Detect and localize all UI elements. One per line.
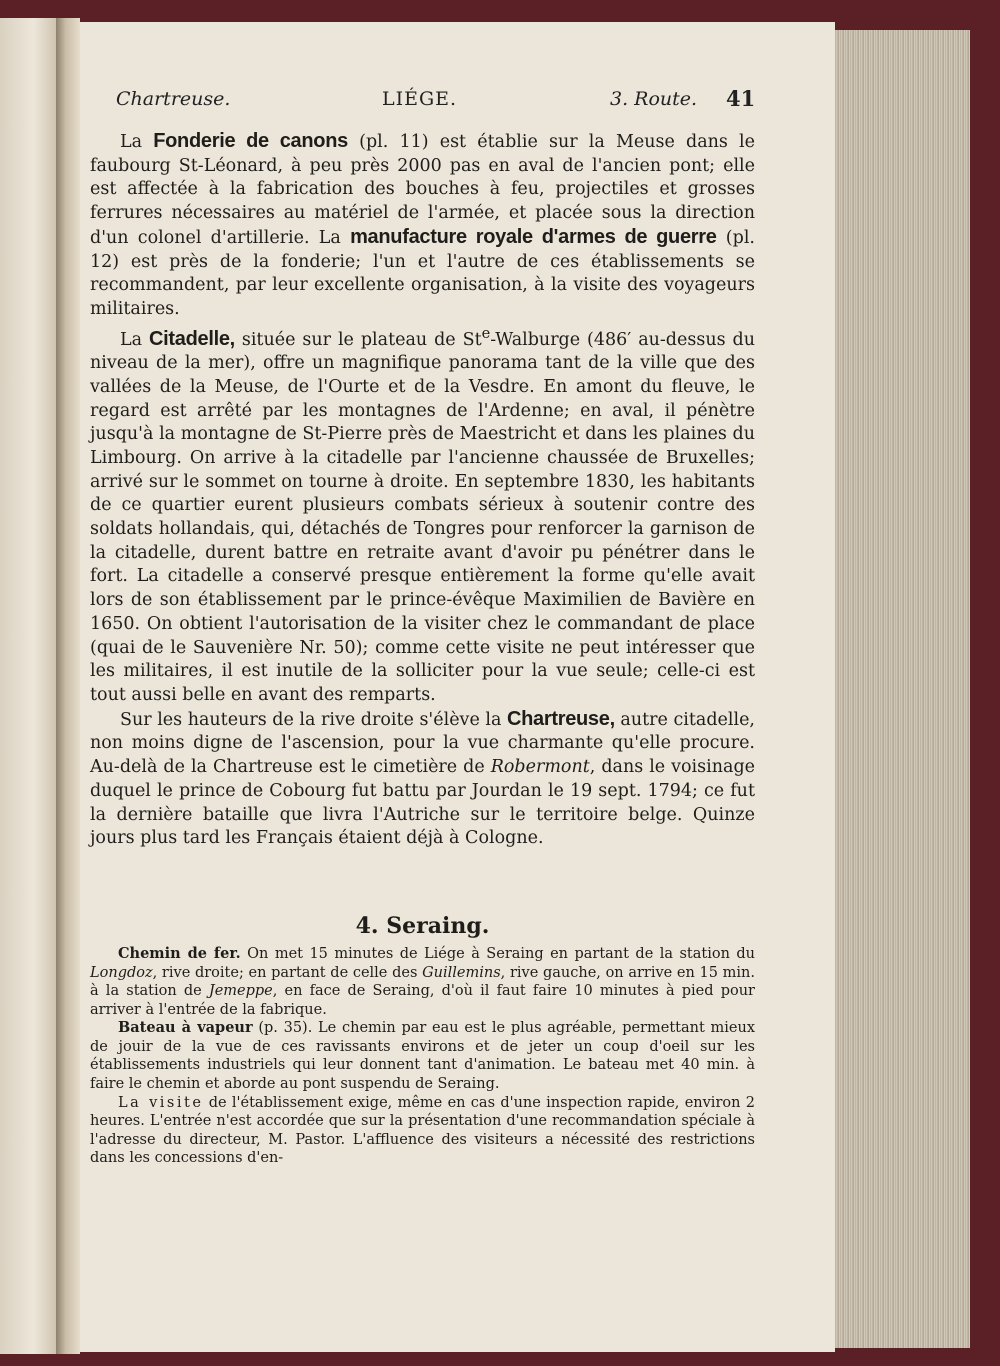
bold-term-citadelle: Citadelle, xyxy=(149,327,235,350)
text-run: (pl. 12) est près de la fonderie; l'un et l'autre de ces établissements se recommandent, par leur excellente organisation, à la visite des voyageurs militaires. xyxy=(90,227,755,319)
running-header xyxy=(90,88,755,116)
small-print-text xyxy=(90,945,755,1168)
bold-term-manufacture: manufacture royale d'armes de guerre xyxy=(350,225,717,248)
italic-term: Guillemins xyxy=(422,964,501,981)
book-gutter xyxy=(56,18,80,1354)
text-run: La xyxy=(120,329,149,350)
italic-term: Jemeppe xyxy=(208,983,273,1000)
section-heading: 4. Seraing. xyxy=(355,912,490,939)
left-page-edge xyxy=(0,18,56,1354)
text-run: La xyxy=(120,132,154,152)
text-run: , dans le voisinage duquel le prince de Cobourg fut battu par Jourdan le 19 sept. 1794; ce fut la dernière bataille que livra l'Autriche sur le territoire belge. Quinze jours plus tard les Français étaient déjà à Cologne. xyxy=(90,757,755,849)
bold-term-fonderie: Fonderie de canons xyxy=(153,130,348,152)
bold-term-chartreuse: Chartreuse, xyxy=(506,707,615,730)
header-left: Chartreuse. xyxy=(116,88,231,110)
bold-term: Bateau à vapeur xyxy=(118,1019,253,1037)
header-center: LIÉGE. xyxy=(382,88,458,110)
paragraph-chartreuse xyxy=(90,708,755,851)
paragraph-citadelle xyxy=(90,322,755,708)
text-run: de l'établissement exige, même en cas d'une inspection rapide, environ 2 heures. L'entrée n'est accordée que sur la présentation d'une recommandation spéciale à l'adresse du directeur, M. Pastor. L'affluence des visiteurs a nécessité des restrictions dans les concessions d'en- xyxy=(90,1094,755,1167)
text-run: (pl. 11) est établie sur la Meuse dans le faubourg St-Léonard, à peu près 2000 pas en aval de l'ancien pont; elle est affectée à la fabrication des bouches à feu, projectiles et grosses ferrures nécessaires au matériel de l'armée, et placée sous la direction d'un colonel d'artillerie. La xyxy=(90,132,755,248)
paragraph-chemin-de-fer xyxy=(90,945,755,1019)
text-run: Sur les hauteurs de la rive droite s'élève la xyxy=(120,709,507,730)
superscript: e xyxy=(481,324,491,342)
text-run: , rive gauche, on arrive en 15 min. à la station de xyxy=(90,964,755,1000)
text-run: On met 15 minutes de Liége à Seraing en partant de la station du xyxy=(240,945,756,962)
paragraph-fonderie xyxy=(90,130,755,322)
italic-term: Longdoz xyxy=(90,964,153,981)
italic-term-robermont: Robermont xyxy=(490,757,590,778)
page-text-area xyxy=(90,88,755,1168)
text-run: , rive droite; en partant de celle des xyxy=(152,964,423,981)
text-run: (p. 35). Le chemin par eau est le plus agréable, permettant mieux de jouir de la vue de ces ravissants environs et de jeter un coup d'oeil sur les établissements industriels qui leur donnent tant d'animation. Le bateau met 40 min. à faire le chemin et aborde au pont suspendu de Seraing. xyxy=(90,1020,755,1093)
page-edges-stack xyxy=(835,30,970,1348)
paragraph-bateau xyxy=(90,1019,755,1093)
paragraph-visite xyxy=(90,1094,755,1168)
spaced-term: La visite xyxy=(118,1094,204,1111)
header-right: 3. Route. xyxy=(610,88,698,110)
text-run: autre citadelle, non moins digne de l'ascension, pour la vue charmante qu'elle procure. Au-delà de la Chartreuse est le cimetière de xyxy=(90,709,755,778)
text-run: située sur le plateau de St xyxy=(234,329,482,350)
main-text xyxy=(90,130,755,851)
bold-term: Chemin de fer. xyxy=(118,944,241,962)
text-run: -Walburge (486′ au-dessus du niveau de la mer), offre un magnifique panorama tant de la ville que des vallées de la Meuse, de l'Ourte et de la Vesdre. En amont du fleuve, le regard est arrêté par les montagnes de l'Ardenne; en aval, il pénètre jusqu'à la montagne de St-Pierre près de Maestricht et dans les plaines du Limbourg. On arrive à la citadelle par l'ancienne chaussée de Bruxelles; arrivé sur le sommet on tourne à droite. En septembre 1830, les habitants de ce quartier eurent plusieurs combats sérieux à soutenir contre des soldats hollandais, qui, détachés de Tongres pour renforcer la garnison de la citadelle, durent battre en retraite avant d'avoir pu pénétrer dans le fort. La citadelle a conservé presque entièrement la forme qu'elle avait lors de son établissement par le prince-évêque Maximilien de Bavière en 1650. On obtient l'autorisation de la visiter chez le commandant de place (quai de le Sauvenière Nr. 50); comme cette visite ne peut intéresser que les militaires, il est inutile de la solliciter pour la vue seule; celle-ci est tout aussi belle en avant des remparts. xyxy=(90,329,755,705)
text-run: , en face de Seraing, d'où il faut faire 10 minutes à pied pour arriver à l'entrée de la fabrique. xyxy=(90,983,755,1018)
page-number: 41 xyxy=(726,86,756,111)
